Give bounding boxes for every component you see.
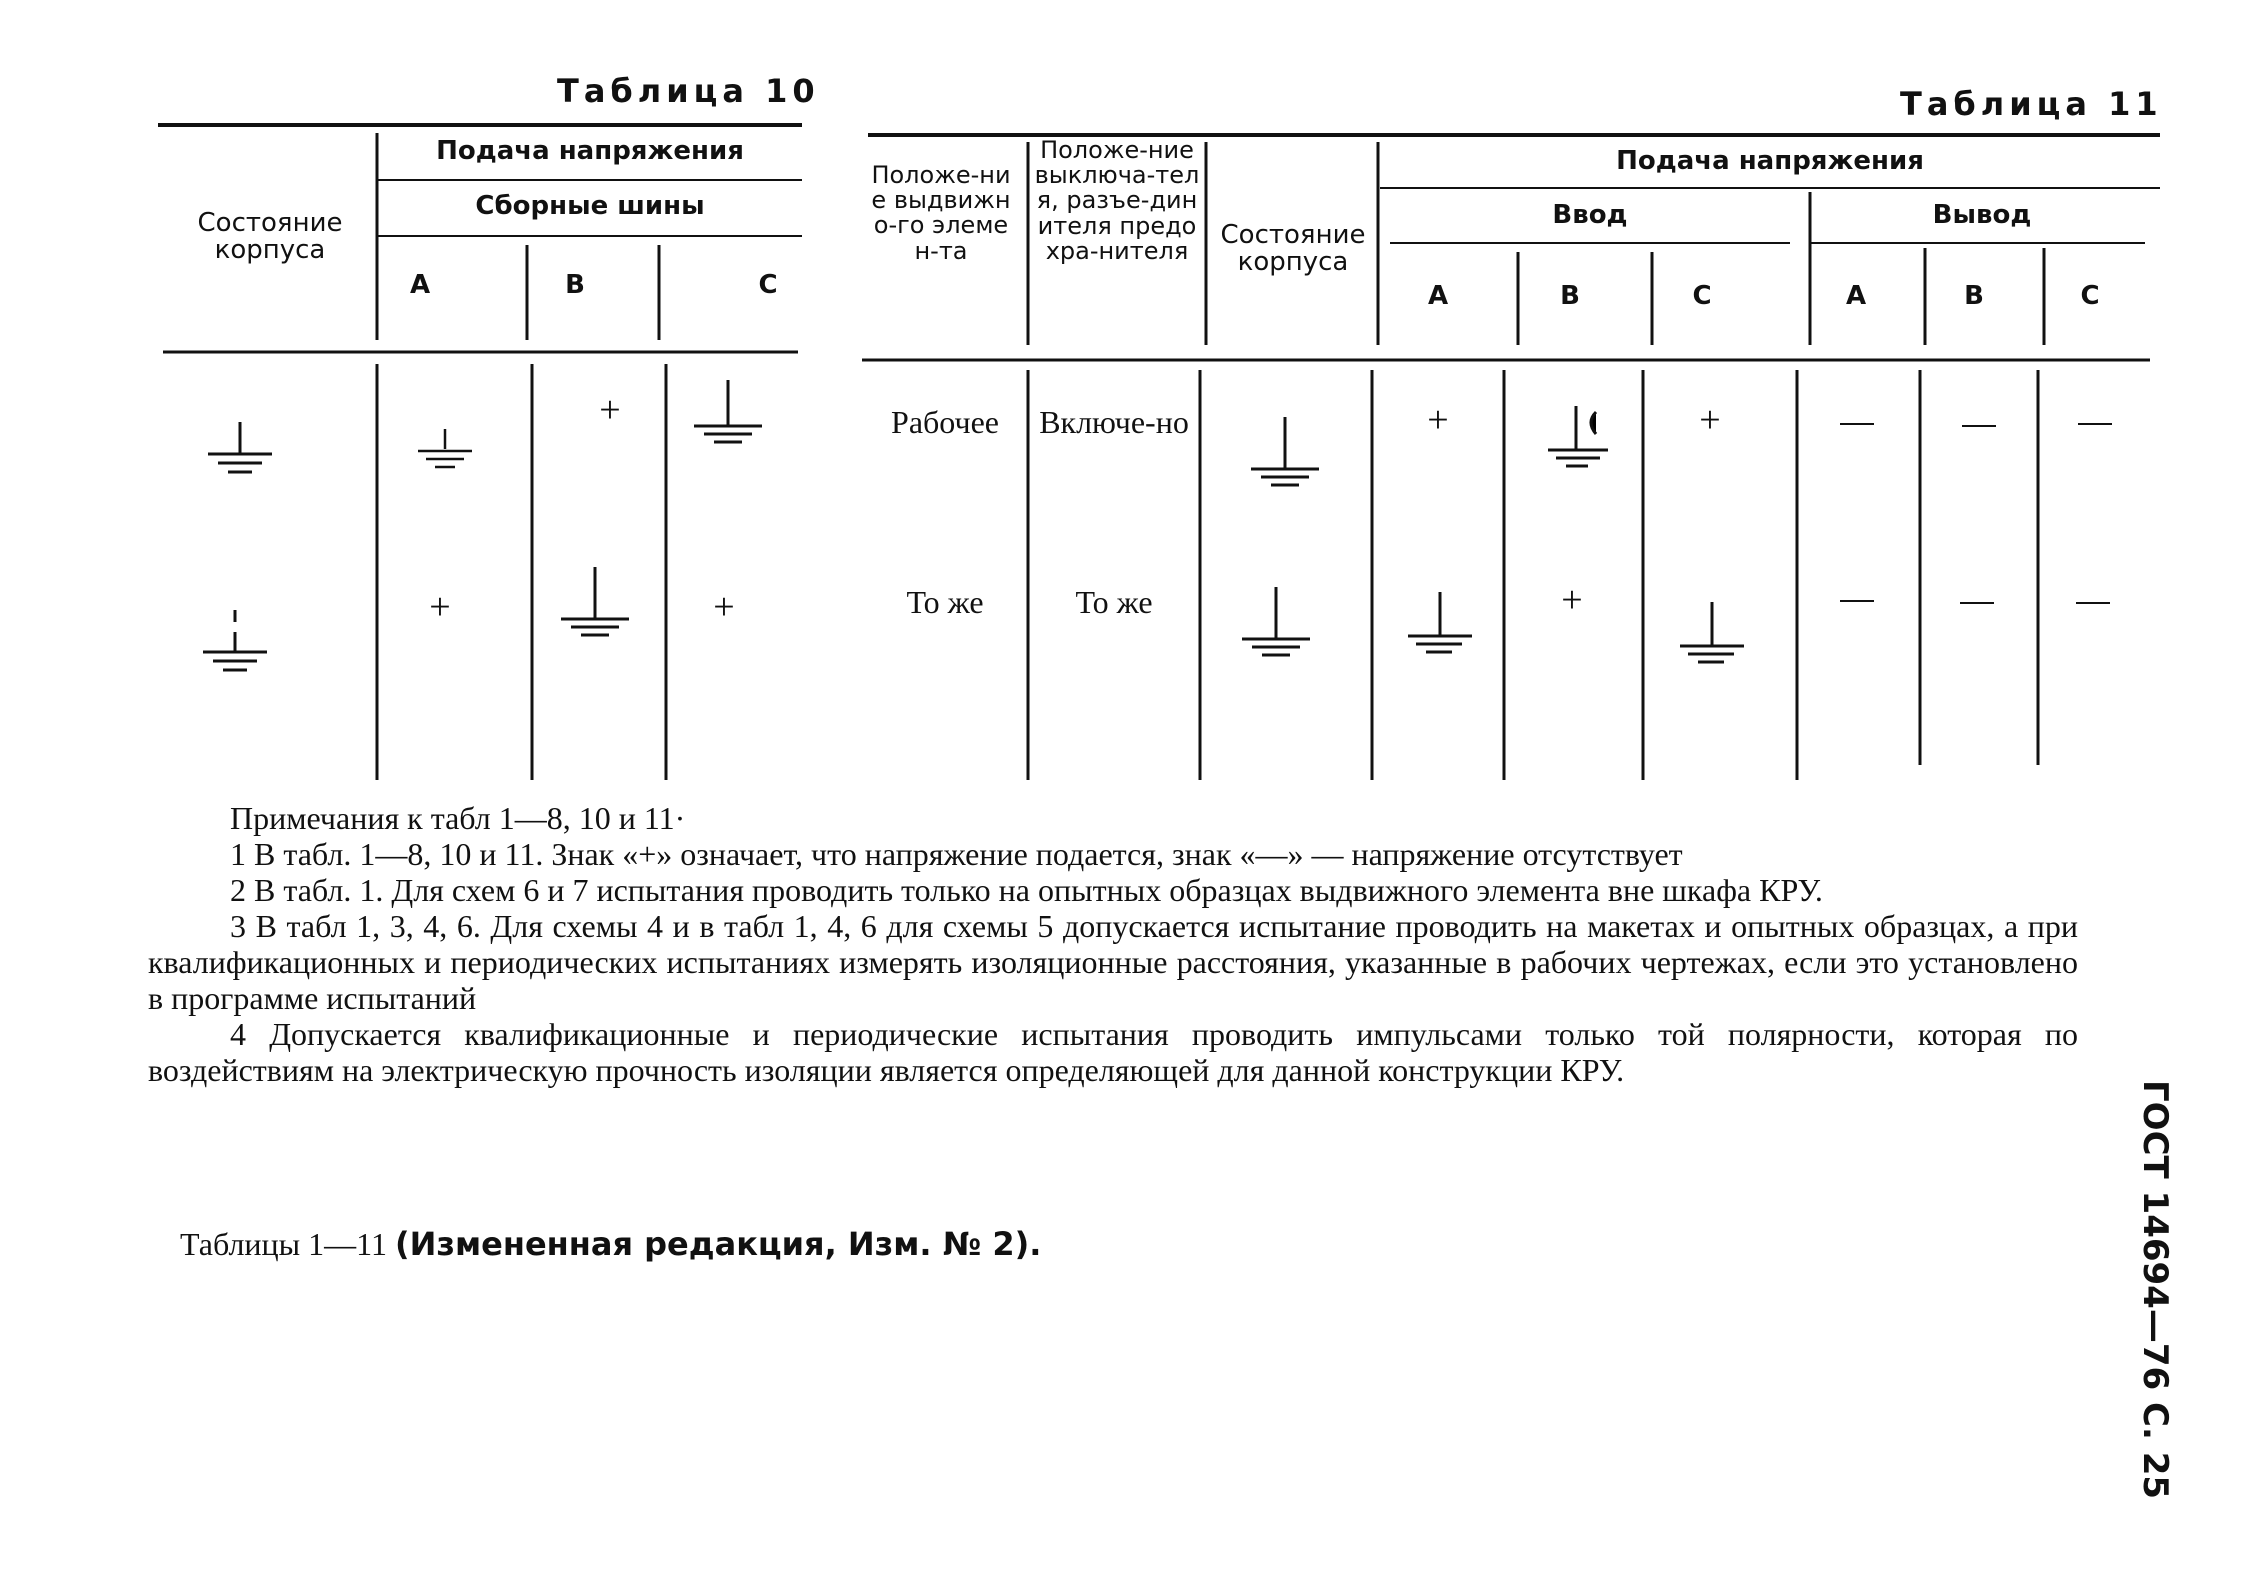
table11-col-switch: Положе-ние выключа-теля, разъе-динителя предохра-нителя bbox=[1034, 136, 1200, 265]
note-item: 3 В табл 1, 3, 4, 6. Для схемы 4 и в табл 1, 4, 6 для схемы 5 допускается испытание проводить на макетах и опытных образцах, а при квалификационных и периодических испытаниях измерять изоляционные расстояния, указанные в рабочих чертежах, если это установлено в программе испытаний bbox=[148, 908, 2078, 1016]
standard-page-label: ГОСТ 14694—76 С. 25 bbox=[2135, 1080, 2175, 1500]
table11-out-phase-a: A bbox=[1845, 281, 1867, 311]
amendment-note bbox=[180, 1225, 1041, 1263]
table11-out-phase-c: C bbox=[2080, 281, 2100, 311]
table10-phase-c: C bbox=[758, 270, 778, 300]
note-item: 2 В табл. 1. Для схем 6 и 7 испытания проводить только на опытных образцах выдвижного элемента вне шкафа КРУ. bbox=[230, 872, 1823, 908]
table10-caption: Таблица 10 bbox=[557, 72, 820, 110]
table10-phase-b: B bbox=[565, 270, 585, 300]
ground-icon bbox=[195, 608, 275, 678]
ground-icon bbox=[688, 378, 768, 448]
ground-icon bbox=[1245, 415, 1325, 495]
table10-col-state: Состояние корпуса bbox=[197, 208, 343, 266]
table11-out-c bbox=[2076, 602, 2110, 604]
table11-out-a bbox=[1840, 423, 1874, 425]
table11-out-c bbox=[2078, 423, 2112, 425]
table11-in-phase-c: C bbox=[1692, 281, 1712, 311]
table11-caption: Таблица 11 bbox=[1900, 85, 2163, 123]
table10-cell-a: + bbox=[429, 586, 451, 628]
notes-section bbox=[148, 800, 2078, 1088]
table11-in-phase-a: A bbox=[1427, 281, 1449, 311]
table10-cell-c: + bbox=[713, 586, 735, 628]
amendment-prefix: Таблицы 1—11 bbox=[180, 1226, 387, 1262]
table11-in-phase-b: B bbox=[1560, 281, 1580, 311]
table10-phase-a: A bbox=[409, 270, 431, 300]
amendment-bold: (Измененная редакция, Изм. № 2). bbox=[394, 1225, 1042, 1263]
table11-col-state: Состояние корпуса bbox=[1220, 220, 1366, 278]
table11-in-a: + bbox=[1427, 399, 1449, 441]
note-item: 4 Допускается квалификационные и периодические испытания проводить импульсами только той полярности, которая по воздействиям на электрическую прочность изоляции является определяющей для данной конструкции КРУ. bbox=[148, 1016, 2078, 1088]
table11-in-b: + bbox=[1561, 579, 1583, 621]
table11-out-a bbox=[1840, 600, 1874, 602]
ground-icon bbox=[410, 425, 480, 475]
ground-icon bbox=[1540, 400, 1620, 480]
ground-icon bbox=[1400, 590, 1480, 665]
table11-row-switch: То же bbox=[1075, 584, 1153, 620]
table11-group-header: Подача напряжения bbox=[1616, 146, 1924, 176]
ground-icon bbox=[200, 420, 280, 480]
table11-input-header: Ввод bbox=[1552, 200, 1628, 230]
table10-cell-b: + bbox=[599, 389, 621, 431]
notes-title: Примечания к табл 1—8, 10 и 11· bbox=[230, 800, 686, 836]
table11-out-phase-b: B bbox=[1964, 281, 1984, 311]
table11-row-position: Рабочее bbox=[891, 404, 999, 440]
ground-icon bbox=[555, 565, 635, 645]
table11-in-c: + bbox=[1699, 399, 1721, 441]
ground-icon bbox=[1236, 585, 1316, 665]
table11-out-b bbox=[1962, 425, 1996, 427]
table11-out-b bbox=[1960, 602, 1994, 604]
table11-output-header: Вывод bbox=[1932, 200, 2032, 230]
table11-row-switch: Включе-но bbox=[1039, 404, 1189, 440]
table11-row-position: То же bbox=[906, 584, 984, 620]
note-item: 1 В табл. 1—8, 10 и 11. Знак «+» означает, что напряжение подается, знак «—» — напряжение отсутствует bbox=[230, 836, 1683, 872]
ground-icon bbox=[1672, 600, 1752, 675]
table10-sub-header: Сборные шины bbox=[475, 191, 705, 221]
table10-group-header: Подача напряжения bbox=[436, 136, 744, 166]
table11-col-position: Положе-ние выдвижно-го элемен-та bbox=[871, 161, 1011, 265]
